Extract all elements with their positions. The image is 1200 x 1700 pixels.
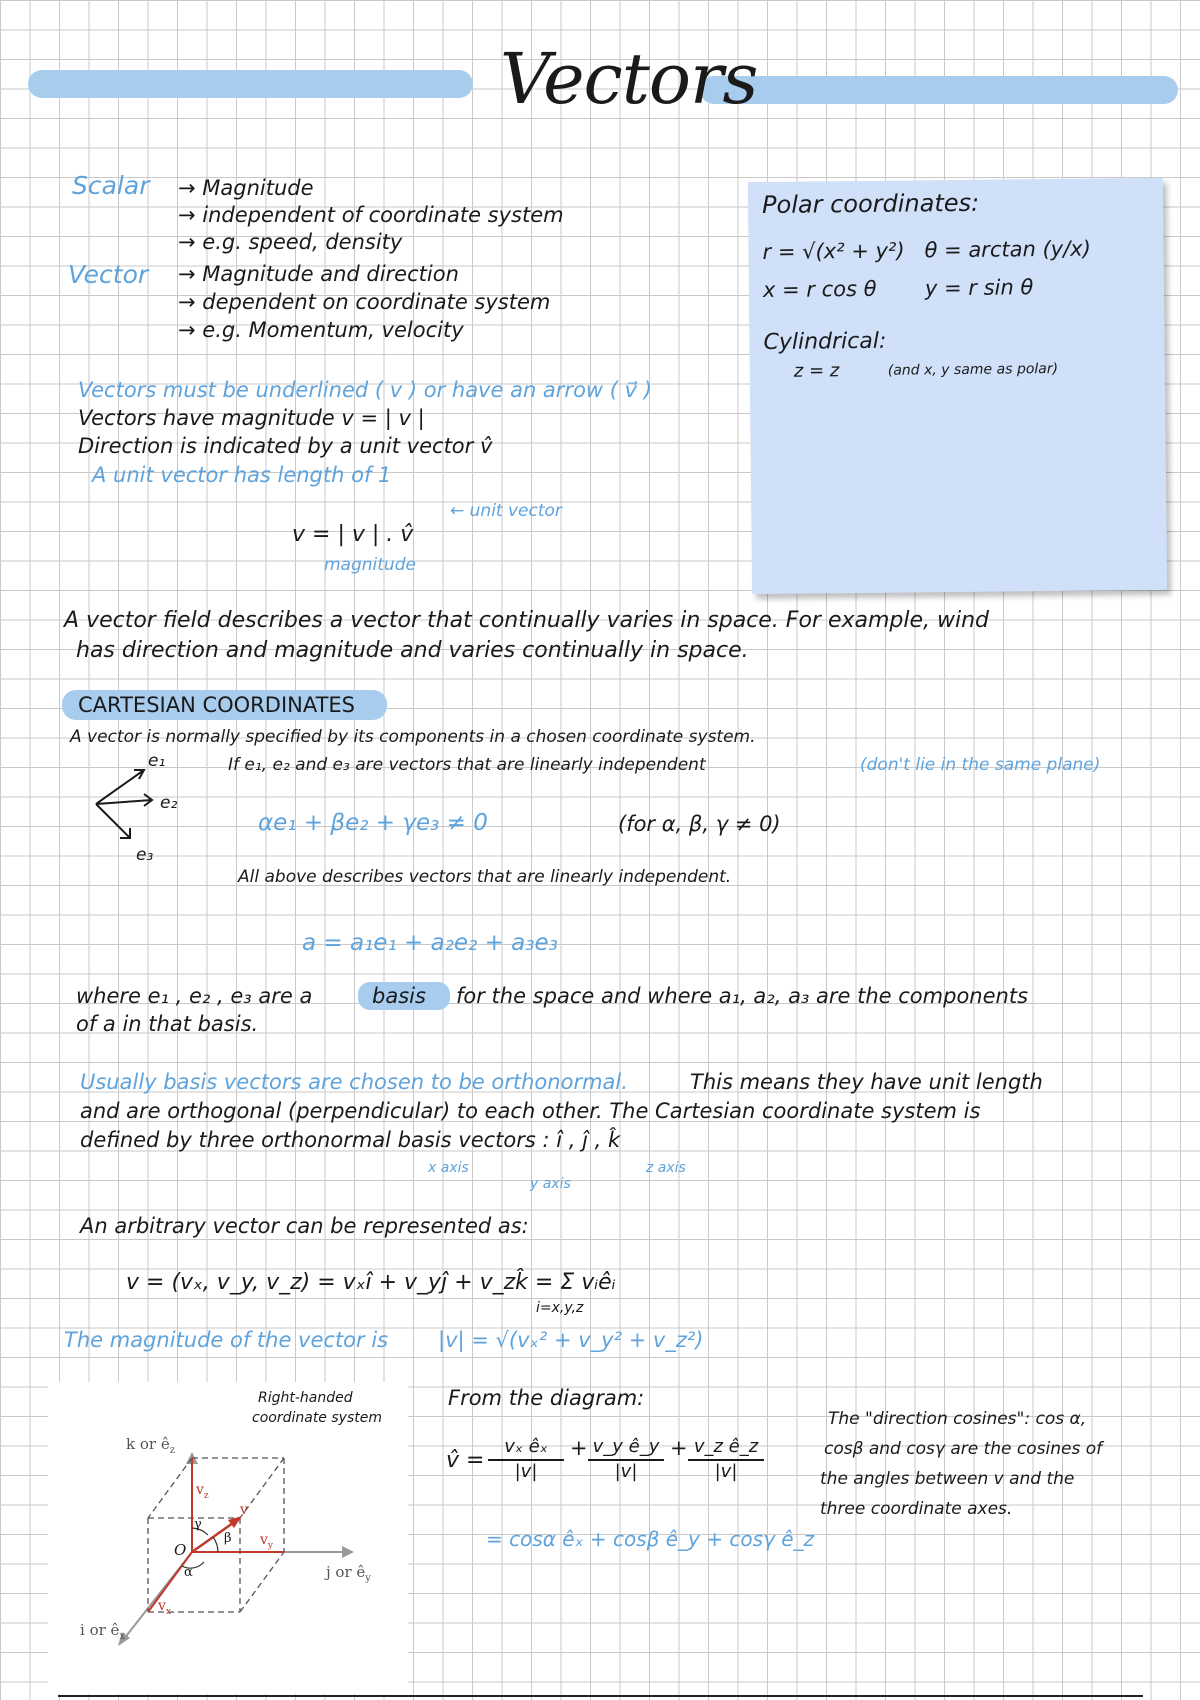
vector-v-label: v [240, 1502, 248, 1518]
page-title: Vectors [500, 38, 758, 120]
notation-line-4: A unit vector has length of 1 [92, 463, 392, 487]
fraction-z-denominator: |v| [714, 1461, 738, 1482]
origin-label: O [174, 1541, 187, 1559]
cosines-line-3: the angles between v and the [820, 1469, 1075, 1489]
basis-line-1-start: where e₁ , e₂ , e₃ are a [76, 984, 313, 1008]
right-handed-label-1: Right-handed [258, 1390, 353, 1406]
fraction-y [588, 1436, 664, 1482]
fraction-x-denominator: |v| [514, 1461, 538, 1482]
k-axis-label: k or $ê_z$ [126, 1435, 175, 1456]
scalar-item-2: → independent of coordinate system [178, 203, 564, 227]
vector-item-2: → dependent on coordinate system [178, 290, 551, 314]
title-highlight-right [700, 76, 1178, 104]
polar-sticky-note [748, 178, 1167, 594]
title-highlight-left [28, 70, 473, 98]
unit-vector-equation: v = | v | . v̂ [292, 522, 414, 547]
vz-label: $v_z$ [196, 1482, 209, 1501]
cosines-line-2: cosβ and cosγ are the cosines of [824, 1439, 1103, 1459]
i-axis-label: i or $ê_x$ [80, 1621, 126, 1642]
cylindrical-note: (and x, y same as polar) [887, 360, 1059, 379]
notation-line-1: Vectors must be underlined ( v ) or have an arrow ( v⃗ ) [78, 378, 652, 402]
orthonormal-line-2: and are orthogonal (perpendicular) to each other. The Cartesian coordinate system is [80, 1099, 981, 1123]
scalar-item-1: → Magnitude [178, 176, 314, 200]
bottom-rule [58, 1695, 1143, 1697]
scalar-item-3: → e.g. speed, density [178, 230, 403, 254]
fraction-z [688, 1436, 764, 1482]
y-axis-annotation: y axis [530, 1176, 571, 1192]
cosines-line-4: three coordinate axes. [820, 1499, 1013, 1519]
orthonormal-meaning: This means they have unit length [690, 1070, 1043, 1094]
axis-e1-label: e₁ [148, 751, 166, 771]
polar-title: Polar coordinates: [761, 188, 980, 220]
fraction-z-numerator: v_z ê_z [688, 1436, 764, 1461]
linear-independence-condition: (for α, β, γ ≠ 0) [618, 812, 781, 836]
vector-label: Vector [68, 260, 149, 289]
basis-line-1-end: for the space and where a₁, a₂, a₃ are the components [456, 984, 1029, 1008]
orthonormal-statement: Usually basis vectors are chosen to be orthonormal. [80, 1070, 628, 1094]
magnitude-equation: |v| = √(vₓ² + v_y² + v_z²) [438, 1328, 704, 1352]
notation-line-2: Vectors have magnitude v = | v | [78, 406, 425, 430]
vy-label: $v_y$ [260, 1532, 274, 1551]
linear-independence-note: (don't lie in the same plane) [860, 755, 1101, 775]
fraction-x-numerator: vₓ êₓ [488, 1436, 564, 1461]
direction-cosine-equation: = cosα êₓ + cosβ ê_y + cosγ ê_z [486, 1527, 814, 1551]
cosines-line-1: The "direction cosines": cos α, [828, 1409, 1087, 1429]
polar-theta: θ = arctan (y/x) [924, 236, 1091, 263]
polar-y: y = r sin θ [924, 275, 1034, 301]
cartesian-intro: A vector is normally specified by its components in a chosen coordinate system. [70, 727, 756, 747]
polar-x: x = r cos θ [762, 276, 877, 303]
cartesian-heading: CARTESIAN COORDINATES [78, 693, 356, 717]
vector-field-line-2: has direction and magnitude and varies continually in space. [76, 638, 749, 663]
all-above-statement: All above describes vectors that are linearly independent. [238, 867, 732, 887]
beta-label: β [224, 1531, 232, 1546]
linear-independence-statement: If e₁, e₂ and e₃ are vectors that are linearly independent [228, 755, 706, 775]
plus-2: + [670, 1436, 688, 1460]
axis-e2-label: e₂ [160, 793, 178, 813]
right-handed-label-2: coordinate system [252, 1410, 382, 1426]
fraction-y-numerator: v_y ê_y [588, 1436, 664, 1461]
magnitude-statement: The magnitude of the vector is [64, 1328, 389, 1352]
polar-r: r = √(x² + y²) [762, 238, 905, 265]
vector-item-1: → Magnitude and direction [178, 262, 459, 286]
plus-1: + [570, 1436, 588, 1460]
linear-independence-equation: αe₁ + βe₂ + γe₃ ≠ 0 [258, 810, 488, 836]
scalar-label: Scalar [72, 171, 150, 200]
basis-expansion-equation: a = a₁e₁ + a₂e₂ + a₃e₃ [302, 930, 558, 956]
gamma-label: γ [194, 1517, 202, 1532]
cylindrical-z: z = z [793, 360, 840, 382]
coordinate-diagram [48, 1382, 408, 1694]
j-axis-label: j or $ê_y$ [326, 1563, 371, 1584]
axis-e3-label: e₃ [136, 845, 154, 865]
unit-vector-lhs: v̂ = [446, 1448, 485, 1473]
from-diagram-heading: From the diagram: [448, 1386, 645, 1410]
arbitrary-vector-statement: An arbitrary vector can be represented as: [80, 1214, 529, 1238]
vector-field-line-1: A vector field describes a vector that continually varies in space. For example, wind [64, 608, 990, 633]
vector-item-3: → e.g. Momentum, velocity [178, 318, 464, 342]
basis-word: basis [372, 984, 426, 1008]
z-axis-annotation: z axis [646, 1160, 686, 1176]
orthonormal-line-3: defined by three orthonormal basis vectors : î , ĵ , k̂ [80, 1128, 621, 1152]
basis-line-2: of a in that basis. [76, 1012, 259, 1036]
fraction-y-denominator: |v| [614, 1461, 638, 1482]
alpha-label: α [184, 1565, 193, 1580]
x-axis-annotation: x axis [428, 1160, 469, 1176]
magnitude-annotation: magnitude [324, 555, 416, 575]
vector-components-equation: v = (vₓ, v_y, v_z) = vₓî + v_yĵ + v_zk̂ = Σ vᵢêᵢ [126, 1270, 616, 1295]
vx-label: $v_x$ [158, 1598, 171, 1617]
notation-line-3: Direction is indicated by a unit vector v̂ [78, 434, 493, 458]
cylindrical-title: Cylindrical: [763, 328, 887, 356]
fraction-x [488, 1436, 564, 1482]
sum-index: i=x,y,z [536, 1300, 584, 1316]
unit-vector-annotation: ← unit vector [450, 501, 562, 521]
